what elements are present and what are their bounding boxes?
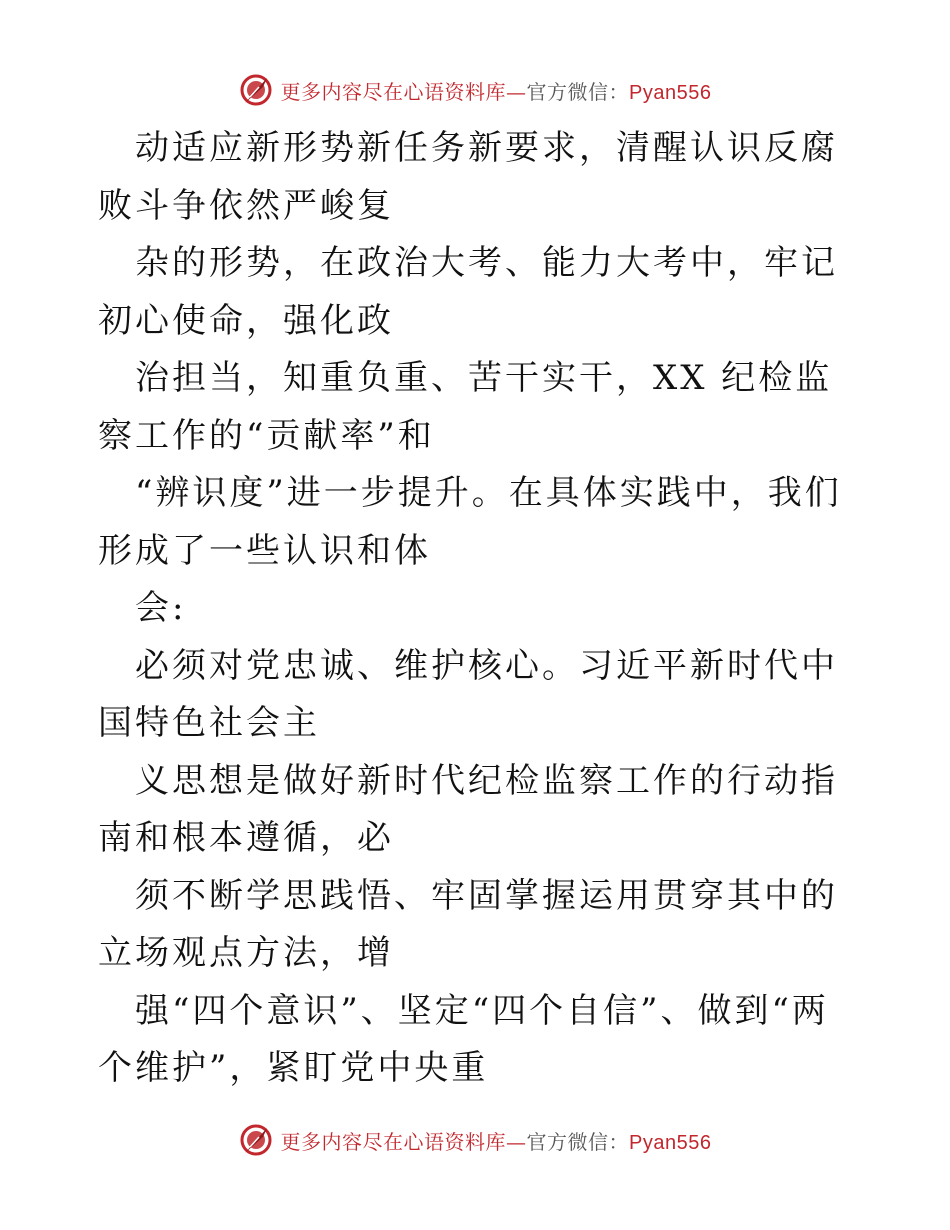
paragraph: 杂的形势，在政治大考、能力大考中，牢记初心使命，强化政	[98, 243, 838, 341]
paragraph: 义思想是做好新时代纪检监察工作的行动指南和根本遵循，必	[98, 760, 838, 858]
banner-text	[281, 76, 712, 105]
paragraph: 强“四个意识”、坚定“四个自信”、做到“两个维护”，紧盯党中央重	[98, 990, 829, 1088]
quill-logo-icon	[239, 73, 273, 107]
banner-account: Pyan556	[629, 1131, 712, 1154]
header-watermark-banner	[0, 70, 950, 110]
footer-watermark-banner	[0, 1120, 950, 1160]
paragraph: “辨识度”进一步提升。在具体实践中，我们形成了一些认识和体	[98, 473, 842, 571]
paragraph: 会:	[135, 588, 187, 628]
banner-dash: —	[506, 79, 527, 104]
paragraph: 治担当，知重负重、苦干实干，XX 纪检监察工作的“贡献率”和	[98, 358, 833, 456]
banner-text	[281, 1126, 712, 1155]
paragraph: 必须对党忠诚、维护核心。习近平新时代中国特色社会主	[98, 645, 838, 743]
banner-dash: —	[506, 1129, 527, 1154]
banner-wechat-label: 官方微信：	[526, 79, 630, 104]
banner-site-text: 更多内容尽在心语资料库	[280, 79, 507, 104]
paragraph: 须不断学思践悟、牢固掌握运用贯穿其中的立场观点方法，增	[98, 875, 838, 973]
paragraph: 动适应新形势新任务新要求，清醒认识反腐败斗争依然严峻复	[98, 128, 838, 226]
banner-wechat-label: 官方微信：	[526, 1129, 630, 1154]
quill-logo-icon	[239, 1123, 273, 1157]
banner-site-text: 更多内容尽在心语资料库	[280, 1129, 507, 1154]
document-body	[98, 120, 858, 1098]
banner-account: Pyan556	[629, 81, 712, 104]
